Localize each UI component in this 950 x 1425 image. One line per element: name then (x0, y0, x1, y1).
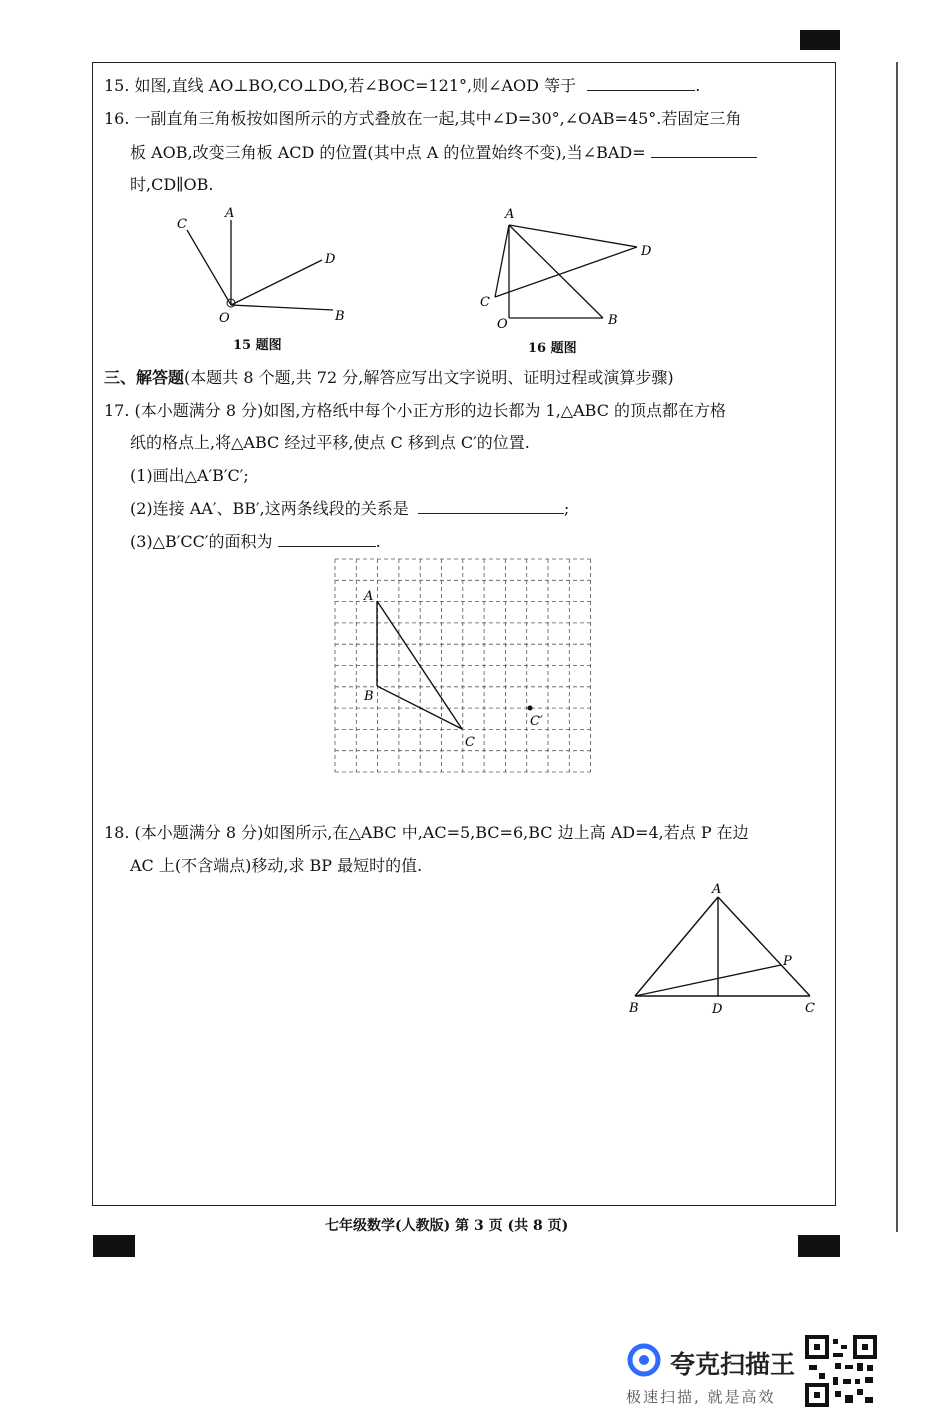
label-C: C (177, 217, 187, 232)
qr-code-icon (805, 1335, 877, 1407)
figure-15 (165, 200, 365, 330)
scanner-logo-icon (624, 1340, 664, 1380)
ray-OC (187, 230, 231, 305)
section-3-header (104, 365, 674, 388)
label-B: B (335, 309, 345, 324)
corner-marker-top-right (800, 30, 840, 50)
question-17-line1: 17. (本小题满分 8 分)如图,方格纸中每个小正方形的边长都为 1,△ABC 的顶点都在方格 (104, 401, 727, 420)
question-17-part2 (130, 496, 569, 519)
figure-18 (625, 882, 825, 1022)
label-C: C (480, 295, 490, 310)
label-D: D (712, 1002, 723, 1017)
question-16-line3: 时,CD∥OB. (130, 175, 214, 194)
segment-AC (495, 225, 509, 297)
segment-AC (718, 897, 810, 996)
question-17-part3 (130, 529, 381, 552)
question-17-part3-end: . (375, 532, 381, 551)
ray-OB (231, 305, 333, 310)
page-footer: 七年级数学(人教版) 第 3 页 (共 8 页) (325, 1218, 569, 1234)
answer-blank-17-2[interactable] (418, 499, 564, 514)
question-16-line1: 16. 一副直角三角板按如图所示的方式叠放在一起,其中∠D=30°,∠OAB=45°.若固定三角 (104, 109, 742, 128)
scan-edge-line (896, 62, 898, 1232)
label-O: O (497, 317, 508, 332)
grid-label-A: A (364, 589, 374, 604)
grid-label-B: B (364, 689, 374, 704)
scanner-brand: 夸克扫描王 (670, 1350, 796, 1379)
figure-16 (475, 200, 665, 335)
label-A: A (505, 207, 515, 222)
question-15-text: 15. 如图,直线 AO⊥BO,CO⊥DO,若∠BOC=121°,则∠AOD 等于 (104, 76, 577, 95)
answer-blank-15[interactable] (587, 76, 695, 91)
label-B: B (629, 1001, 639, 1016)
question-17-line2: 纸的格点上,将△ABC 经过平移,使点 C 移到点 C′的位置. (130, 433, 530, 452)
label-O: O (219, 311, 230, 326)
label-B: B (608, 313, 618, 328)
point-C-prime (528, 706, 533, 711)
grid-label-C: C (465, 735, 475, 750)
question-15-end: . (695, 76, 701, 95)
section-3-desc: (本题共 8 个题,共 72 分,解答应写出文字说明、证明过程或演算步骤) (184, 368, 674, 387)
label-A: A (712, 882, 722, 897)
answer-blank-16[interactable] (651, 143, 757, 158)
question-15 (104, 73, 700, 96)
label-C: C (805, 1001, 815, 1016)
figure-15-caption: 15 题图 (233, 338, 282, 353)
grid-label-C-prime: C′ (530, 714, 543, 729)
question-18-line1: 18. (本小题满分 8 分)如图所示,在△ABC 中,AC=5,BC=6,BC 边上高 AD=4,若点 P 在边 (104, 823, 749, 842)
grid-figure-17 (334, 558, 598, 778)
label-A: A (225, 206, 235, 221)
label-D: D (325, 252, 336, 267)
ray-OD (231, 260, 322, 305)
segment-CD (495, 247, 637, 297)
figure-16-caption: 16 题图 (528, 341, 577, 356)
scanner-slogan: 极速扫描, 就是高效 (626, 1388, 776, 1406)
label-D: D (641, 244, 652, 259)
question-17-part1: (1)画出△A′B′C′; (130, 466, 249, 485)
question-16-line2-text: 板 AOB,改变三角板 ACD 的位置(其中点 A 的位置始终不变),当∠BAD= (130, 143, 646, 162)
answer-blank-17-3[interactable] (278, 532, 376, 547)
corner-marker-bottom-right (798, 1235, 840, 1257)
question-17-part2-end: ; (563, 499, 570, 518)
section-3-title: 三、解答题 (104, 368, 185, 387)
corner-marker-bottom-left (93, 1235, 135, 1257)
segment-AC (377, 601, 462, 729)
label-P: P (783, 954, 792, 969)
segment-BC (377, 686, 462, 729)
question-17-part2-text: (2)连接 AA′、BB′,这两条线段的关系是 (130, 499, 409, 518)
question-16-line2 (130, 140, 757, 163)
question-17-part3-text: (3)△B′CC′的面积为 (130, 532, 273, 551)
question-18-line2: AC 上(不含端点)移动,求 BP 最短时的值. (130, 856, 423, 875)
